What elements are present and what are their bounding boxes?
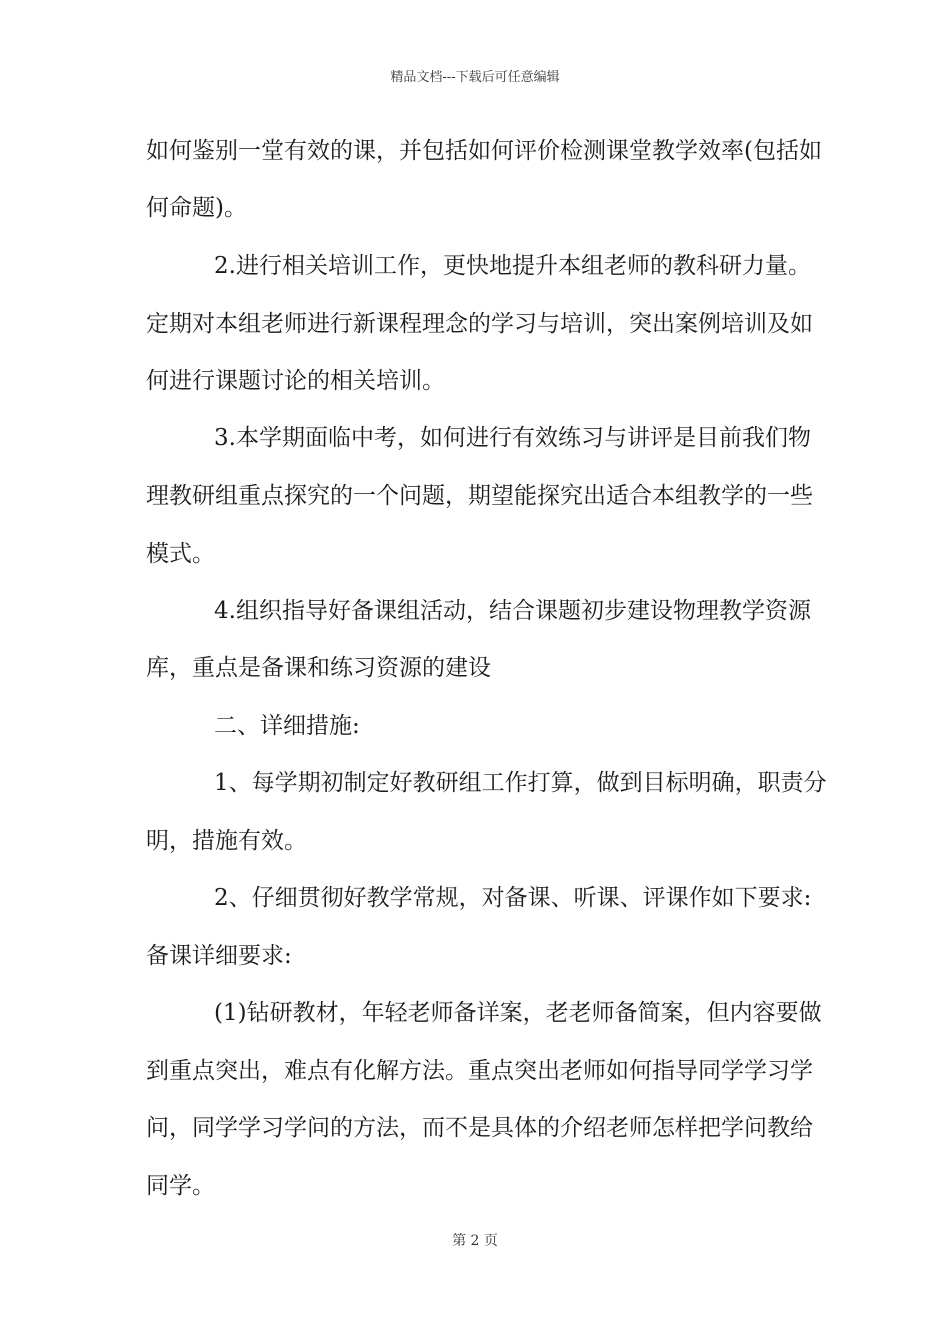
body-line-12: 1、每学期初制定好教研组工作打算，做到目标明确，职责分 [214, 770, 827, 796]
body-line-14: 2、仔细贯彻好教学常规，对备课、听课、评课作如下要求: [214, 885, 812, 911]
body-line-17: 到重点突出，难点有化解方法。重点突出老师如何指导同学学习学 [146, 1058, 813, 1084]
body-line-19: 同学。 [146, 1173, 215, 1199]
body-line-18: 问，同学学习学问的方法，而不是具体的介绍老师怎样把学问教给 [146, 1115, 813, 1141]
body-line-2: 何命题)。 [146, 195, 247, 221]
body-line-9: 4.组织指导好备课组活动，结合课题初步建设物理教学资源 [214, 598, 811, 624]
body-line-5: 何进行课题讨论的相关培训。 [146, 368, 445, 394]
body-line-10: 库，重点是备课和练习资源的建设 [146, 655, 491, 681]
section-heading: 二、详细措施: [214, 713, 360, 739]
body-line-1: 如何鉴别一堂有效的课，并包括如何评价检测课堂教学效率(包括如 [146, 138, 822, 164]
body-line-15: 备课详细要求: [146, 943, 292, 969]
body-line-8: 模式。 [146, 541, 215, 567]
body-line-6: 3.本学期面临中考，如何进行有效练习与讲评是目前我们物 [214, 425, 811, 451]
body-line-7: 理教研组重点探究的一个问题，期望能探究出适合本组教学的一些 [146, 483, 813, 509]
page-number: 第 2 页 [452, 1233, 498, 1249]
body-line-3: 2.进行相关培训工作，更快地提升本组老师的教科研力量。 [214, 253, 811, 279]
page-header: 精品文档---下载后可任意编辑 [390, 70, 560, 85]
body-line-16: (1)钻研教材，年轻老师备详案，老老师备简案，但内容要做 [214, 1000, 822, 1026]
body-line-4: 定期对本组老师进行新课程理念的学习与培训，突出案例培训及如 [146, 311, 813, 337]
body-line-13: 明，措施有效。 [146, 828, 307, 854]
